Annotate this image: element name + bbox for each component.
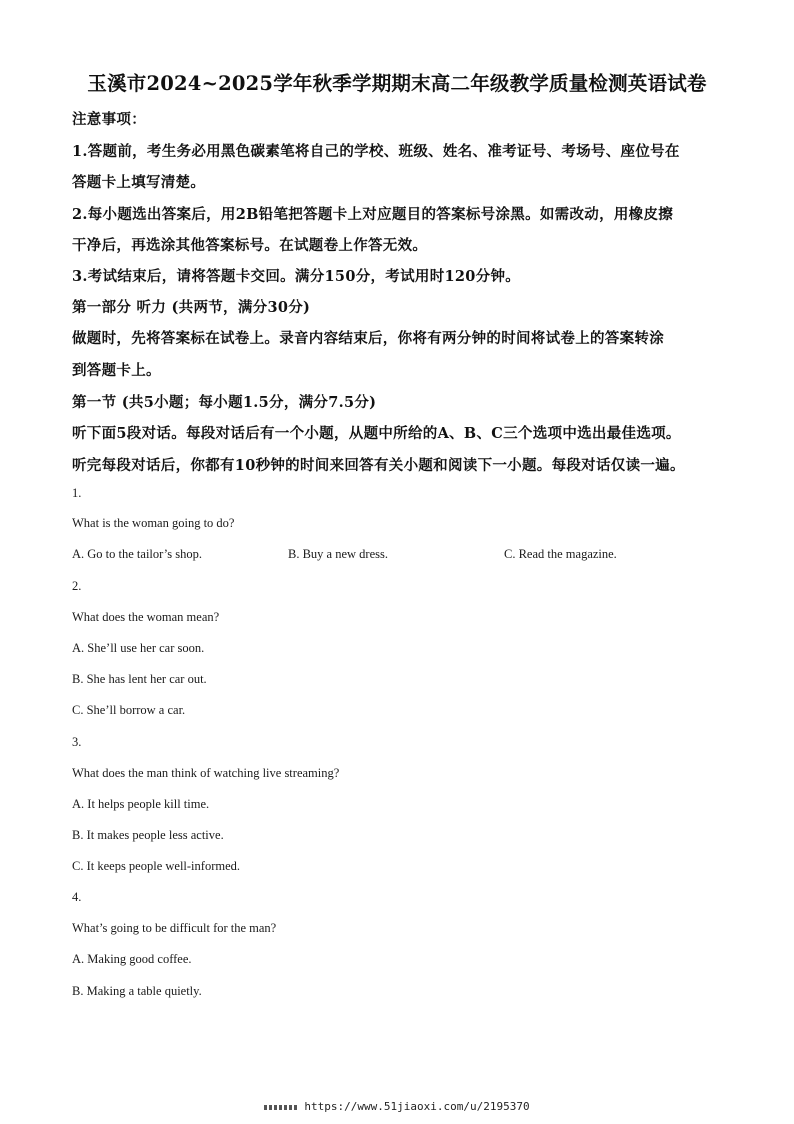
part1-heading: 第一部分 听力 (共两节，满分30分) bbox=[72, 299, 311, 316]
question-1-number: 1. bbox=[72, 486, 82, 500]
question-4-number: 4. bbox=[72, 890, 82, 904]
question-1-option-c: C. Read the magazine. bbox=[504, 547, 617, 561]
question-4-stem: What’s going to be difficult for the man? bbox=[72, 921, 277, 935]
question-2-option-b: B. She has lent her car out. bbox=[72, 672, 207, 686]
question-4-option-b: B. Making a table quietly. bbox=[72, 984, 202, 998]
notice-item-3: 3.考试结束后，请将答题卡交回。满分150分，考试用时120分钟。 bbox=[72, 268, 521, 285]
question-3-option-b: B. It makes people less active. bbox=[72, 828, 224, 842]
question-1-stem: What is the woman going to do? bbox=[72, 516, 235, 530]
section1-heading: 第一节 (共5小题；每小题1.5分，满分7.5分) bbox=[72, 394, 377, 411]
page-footer bbox=[0, 1100, 794, 1113]
section1-instruction-line-2: 听完每段对话后，你都有10秒钟的时间来回答有关小题和阅读下一小题。每段对话仅读一遍。 bbox=[72, 457, 685, 474]
question-2-stem: What does the woman mean? bbox=[72, 610, 220, 624]
question-4-option-a: A. Making good coffee. bbox=[72, 952, 192, 966]
question-3-option-a: A. It helps people kill time. bbox=[72, 797, 210, 811]
part1-instruction-line-2: 到答题卡上。 bbox=[72, 362, 161, 379]
footer-url[interactable]: https://www.51jiaoxi.com/u/2195370 bbox=[304, 1100, 530, 1113]
question-2-option-c: C. She’ll borrow a car. bbox=[72, 703, 186, 717]
question-1-option-a: A. Go to the tailor’s shop. bbox=[72, 547, 202, 561]
notice-item-1-line-1: 1.答题前，考生务必用黑色碳素笔将自己的学校、班级、姓名、准考证号、考场号、座位号在 bbox=[72, 143, 680, 160]
watermark-icon bbox=[264, 1105, 298, 1110]
part1-instruction-line-1: 做题时，先将答案标在试卷上。录音内容结束后，你将有两分钟的时间将试卷上的答案转涂 bbox=[72, 330, 664, 347]
exam-title: 玉溪市2024~2025学年秋季学期期末高二年级教学质量检测英语试卷 bbox=[87, 72, 707, 95]
question-3-stem: What does the man think of watching live streaming? bbox=[72, 766, 340, 780]
notice-heading: 注意事项： bbox=[72, 111, 146, 128]
section1-instruction-line-1: 听下面5段对话。每段对话后有一个小题，从题中所给的A、B、C三个选项中选出最佳选项。 bbox=[72, 425, 681, 442]
question-3-number: 3. bbox=[72, 735, 82, 749]
notice-item-1-line-2: 答题卡上填写清楚。 bbox=[72, 174, 206, 191]
question-2-option-a: A. She’ll use her car soon. bbox=[72, 641, 205, 655]
question-3-option-c: C. It keeps people well-informed. bbox=[72, 859, 241, 873]
question-1-option-b: B. Buy a new dress. bbox=[288, 547, 388, 561]
notice-item-2-line-2: 干净后，再选涂其他答案标号。在试题卷上作答无效。 bbox=[72, 237, 428, 254]
notice-item-2-line-1: 2.每小题选出答案后，用2B铅笔把答题卡上对应题目的答案标号涂黑。如需改动，用橡皮擦 bbox=[72, 206, 674, 223]
question-2-number: 2. bbox=[72, 579, 82, 593]
